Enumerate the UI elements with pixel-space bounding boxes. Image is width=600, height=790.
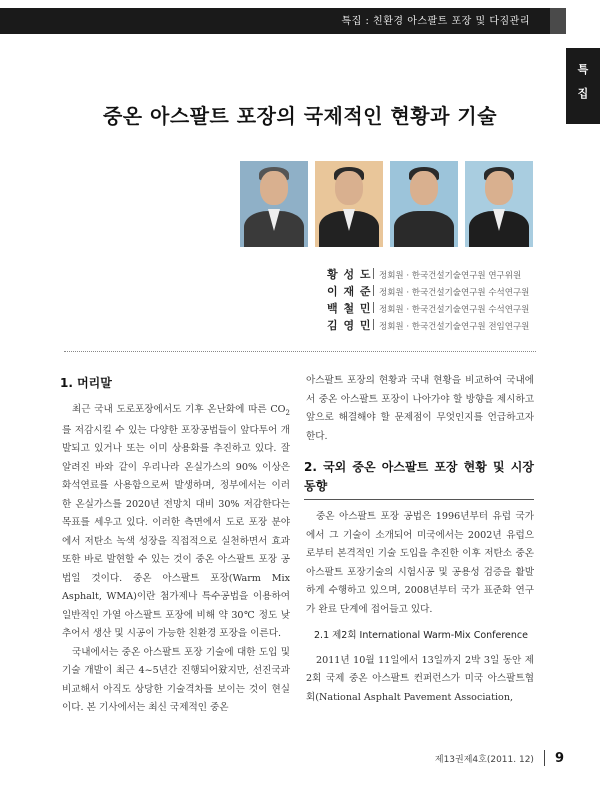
left-column [62, 372, 290, 718]
author-row [327, 280, 529, 297]
section-heading-2: 2. 국외 중온 아스팔트 포장 현황 및 시장 동향 [304, 458, 534, 500]
intro-paragraph-3: 아스팔트 포장의 현황과 국내 현황을 비교하여 국내에서 중온 아스팔트 포장이 나아가야 할 방향을 제시하고 앞으로 해결해야 할 문제점이 무엇인지를 언급하고자 한다. [306, 375, 534, 442]
section-header-bar [0, 8, 566, 34]
author-row [327, 297, 529, 314]
page-number: 9 [554, 751, 564, 766]
author-name: 백 철 민 [327, 302, 372, 315]
intro-paragraph-1: 최근 국내 도로포장에서도 기후 온난화에 따른 $CO_2$를 저감시킬 수 있는 다양한 포장공법들이 앞다투어 개발되고 있거나 또는 이미 상용화를 추진하고 있다. 잘 알려진 바와 같이 우리나라 온실가스의 90% 이상은 화석연료를 사용함으로써 발생하며, 정부에서는 이러한 온실가스를 2020년 전망치 대비 30% 저감한다는 목표를 세우고 있다. 이러한 측면에서 도로 포장 분야에서 저탄소 녹색 성장을 직접적으로 실천하면서 효과 또한 바로 발현할 수 있는 것이 중온 아스팔트 포장 공법일 것이다. 중온 아스팔트 포장(Warm Mix Asphalt, WMA)이란 첨가제나 특수공법을 이용하여 일반적인 가열 아스팔트 포장에 비해 약 30℃ 정도 낮추어서 생산 및 시공이 가능한 친환경 포장을 이른다. [62, 403, 290, 640]
author-list [327, 263, 529, 331]
right-column [306, 372, 534, 707]
author-row [327, 314, 529, 331]
author-affiliation: 정회원 · 한국건설기술연구원 수석연구원 [379, 288, 530, 298]
subsection-heading: 2.1 제2회 International Warm-Mix Conference [314, 630, 528, 641]
author-photo-2 [315, 161, 383, 247]
author-affiliation: 정회원 · 한국건설기술연구원 전임연구원 [379, 322, 530, 332]
side-tab-char-2: 집 [577, 87, 589, 100]
author-affiliation: 정회원 · 한국건설기술연구원 연구위원 [379, 271, 522, 281]
author-name: 이 재 준 [327, 285, 372, 298]
page-footer [435, 750, 564, 766]
section-2-paragraph-1: 중온 아스팔트 포장 공법은 1996년부터 유럽 국가에서 그 기술이 소개되어 미국에서는 2002년 유럽으로부터 본격적인 기술 도입을 추진한 이후 저탄소 중온 아스팔트 포장기술의 시험시공 및 공용성 검증을 활발하게 수행하고 있으며, 2008년부터 국가 표준화 연구가 완료 단계에 접어들고 있다. [306, 511, 534, 615]
issue-info: 제13권제4호(2011. 12) [434, 755, 534, 765]
intro-paragraph-2: 국내에서는 중온 아스팔트 포장 기술에 대한 도입 및 기술 개발이 최근 4~5년간 진행되어왔지만, 선진국과 비교해서 아직도 상당한 기술격차를 보이는 것이 현실이다. 본 기사에서는 최신 국제적인 중온 [62, 646, 290, 714]
header-accent [550, 8, 566, 34]
author-photo-4 [465, 161, 533, 247]
author-name: 황 성 도 [327, 268, 372, 281]
section-heading-1: 1. 머리말 [60, 376, 112, 390]
section-2-paragraph-2: 2011년 10월 11일에서 13일까지 2박 3일 동안 제2회 국제 중온 아스팔트 컨퍼런스가 미국 아스팔트협회(National Asphalt Pavement Association, [306, 654, 534, 703]
author-name: 김 영 민 [327, 319, 372, 332]
author-photo-3 [390, 161, 458, 247]
side-tab-char-1: 특 [577, 63, 589, 76]
author-photo-1 [240, 161, 308, 247]
dotted-divider [64, 351, 536, 352]
author-affiliation: 정회원 · 한국건설기술연구원 수석연구원 [379, 305, 530, 315]
author-row [327, 263, 529, 280]
section-label: 특집 : 친환경 아스팔트 포장 및 다짐관리 [341, 16, 530, 27]
article-title: 중온 아스팔트 포장의 국제적인 현황과 기술 [102, 104, 498, 128]
